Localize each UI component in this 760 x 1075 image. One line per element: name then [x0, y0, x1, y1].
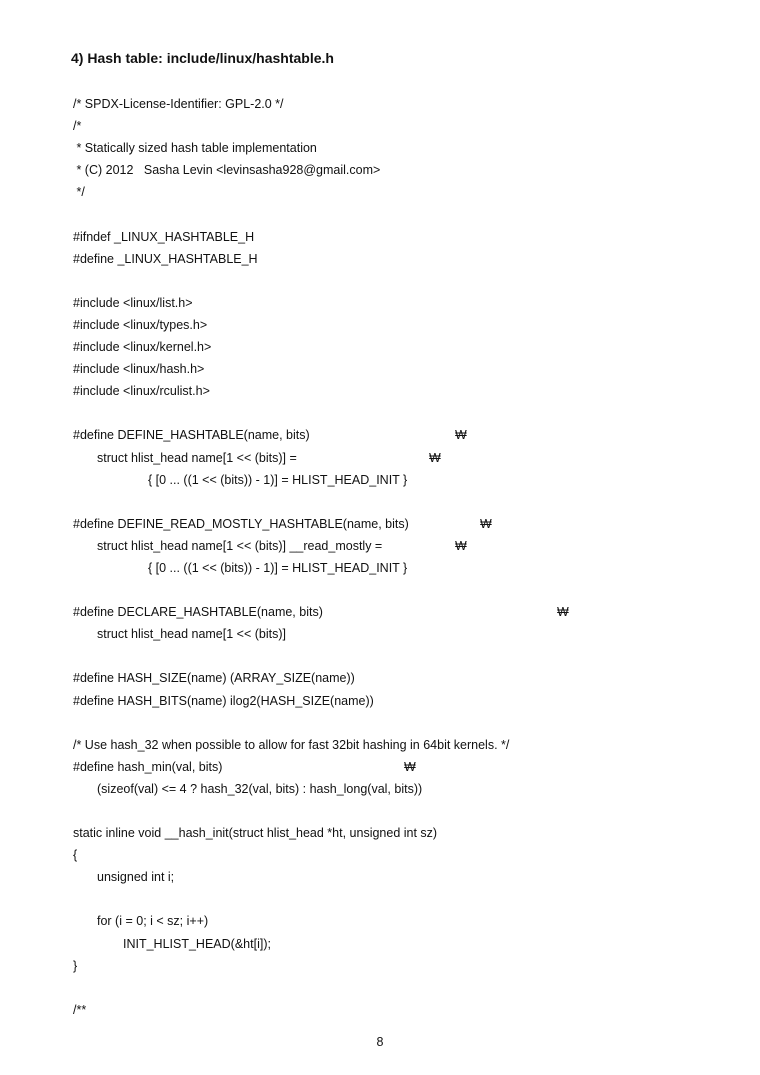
code-line: #ifndef _LINUX_HASHTABLE_H [73, 229, 255, 244]
line-continuation-mark: ₩ [557, 605, 569, 620]
code-line: { [0 ... ((1 << (bits)) - 1)] = HLIST_HEAD_INIT } [148, 560, 408, 575]
line-continuation-mark: ₩ [429, 450, 441, 465]
blank-line [73, 491, 713, 513]
code-line: #define hash_min(val, bits) ₩ [73, 756, 713, 778]
code-line: #define HASH_SIZE(name) (ARRAY_SIZE(name)) [73, 671, 355, 686]
code-line: #define DEFINE_READ_MOSTLY_HASHTABLE(name, bits) ₩ [73, 513, 713, 535]
blank-line [73, 203, 713, 225]
code-line: /* SPDX-License-Identifier: GPL-2.0 */ [73, 97, 284, 111]
code-line: unsigned int i; [97, 870, 175, 885]
code-line: struct hlist_head name[1 << (bits)] [97, 627, 286, 642]
blank-line [73, 270, 713, 292]
line-continuation-mark: ₩ [404, 759, 416, 774]
blank-line [73, 712, 713, 734]
line-continuation-mark: ₩ [455, 538, 467, 553]
blank-line [73, 645, 713, 667]
code-listing [73, 93, 713, 1021]
blank-line [73, 977, 713, 999]
code-line: #define DECLARE_HASHTABLE(name, bits) ₩ [73, 601, 713, 623]
code-line: { [0 ... ((1 << (bits)) - 1)] = HLIST_HEAD_INIT } [148, 472, 408, 487]
blank-line [73, 888, 713, 910]
code-line: #include <linux/list.h> [73, 295, 193, 310]
blank-line [73, 800, 713, 822]
section-heading: 4) Hash table: include/linux/hashtable.h [71, 50, 334, 66]
line-continuation-mark: ₩ [480, 516, 492, 531]
code-line: * (C) 2012 Sasha Levin <levinsasha928@gmail.com> [73, 163, 381, 178]
code-line: #include <linux/hash.h> [73, 362, 205, 377]
code-line: /* [73, 119, 82, 134]
code-line: for (i = 0; i < sz; i++) [97, 914, 209, 929]
code-line: */ [73, 185, 85, 200]
code-line: { [73, 848, 78, 863]
code-line: struct hlist_head name[1 << (bits)] __read_mostly = ₩ [73, 535, 713, 557]
code-line: #include <linux/kernel.h> [73, 340, 212, 355]
code-line: INIT_HLIST_HEAD(&ht[i]); [123, 936, 271, 951]
line-continuation-mark: ₩ [455, 428, 467, 443]
blank-line [73, 579, 713, 601]
code-line: static inline void __hash_init(struct hlist_head *ht, unsigned int sz) [73, 826, 438, 841]
code-line: #define HASH_BITS(name) ilog2(HASH_SIZE(name)) [73, 693, 374, 708]
code-line: #include <linux/rculist.h> [73, 384, 210, 399]
code-line: * Statically sized hash table implementation [73, 141, 317, 156]
code-line: struct hlist_head name[1 << (bits)] = ₩ [73, 447, 713, 469]
code-line: /** [73, 1002, 87, 1017]
code-line: #define _LINUX_HASHTABLE_H [73, 251, 258, 266]
code-line: } [73, 958, 78, 973]
code-line: /* Use hash_32 when possible to allow for fast 32bit hashing in 64bit kernels. */ [73, 737, 510, 752]
code-line: #include <linux/types.h> [73, 317, 208, 332]
code-line: (sizeof(val) <= 4 ? hash_32(val, bits) : hash_long(val, bits)) [97, 781, 423, 796]
blank-line [73, 402, 713, 424]
code-line: #define DEFINE_HASHTABLE(name, bits) ₩ [73, 424, 713, 446]
page-number: 8 [376, 1035, 384, 1049]
